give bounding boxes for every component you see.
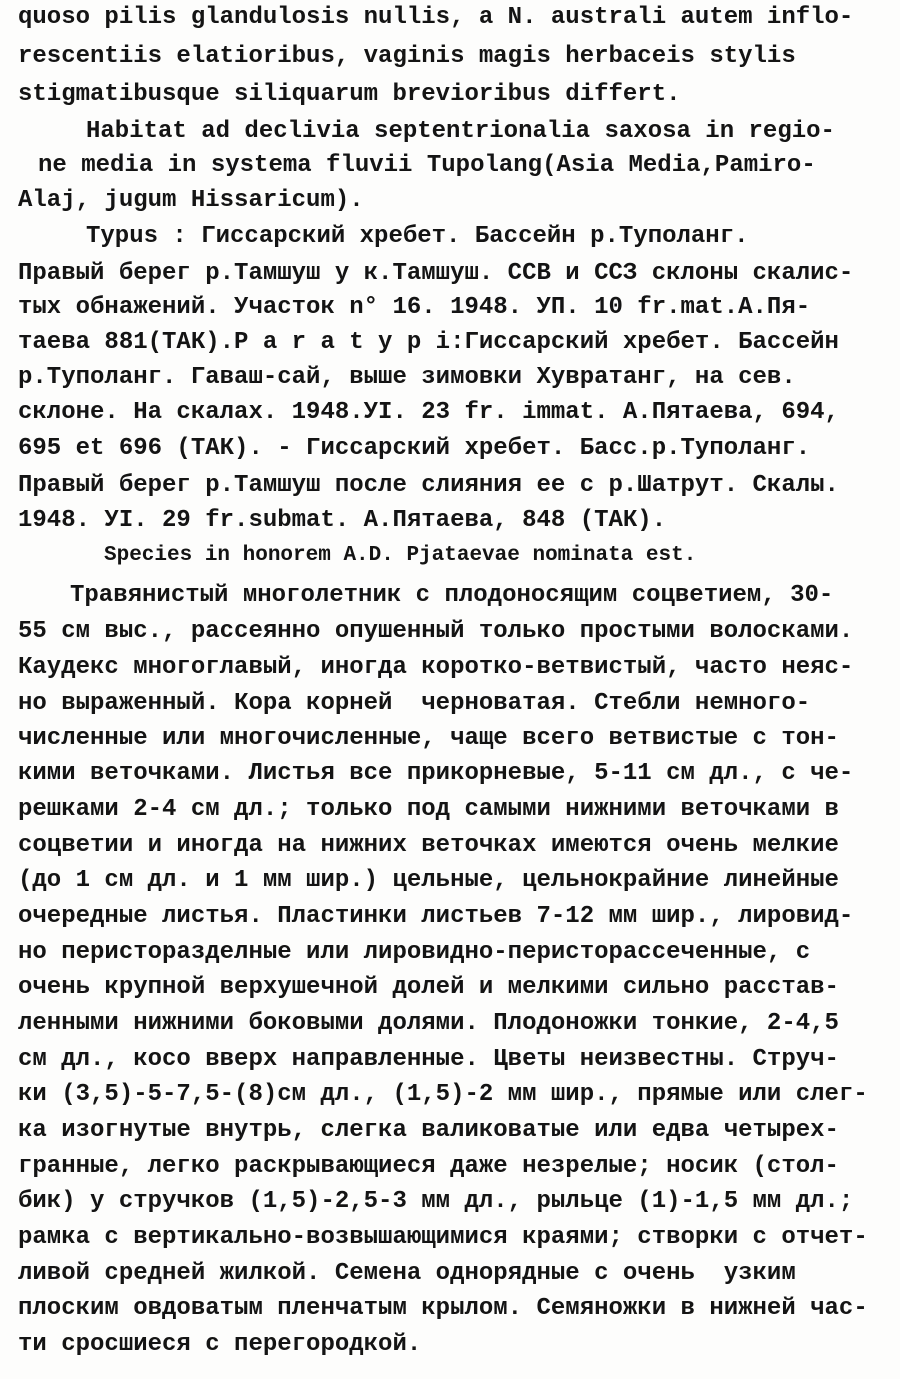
text-line: ne media in systema fluvii Tupolang(Asia Media,Pamiro- xyxy=(38,152,816,179)
text-line: ленными нижними боковыми долями. Плодоножки тонкие, 2-4,5 xyxy=(18,1010,839,1037)
text-line: Alaj, jugum Hissaricum). xyxy=(18,187,364,214)
text-line: склоне. На скалах. 1948.УI. 23 fr. immat. А.Пятаева, 694, xyxy=(18,399,839,426)
text-line: Правый берег р.Тамшуш у к.Тамшуш. ССВ и ССЗ склоны скалис- xyxy=(18,260,854,287)
text-line: 695 et 696 (ТАК). - Гиссарский хребет. Басс.р.Туполанг. xyxy=(18,435,811,462)
text-line: Typus : Гиссарский хребет. Бассейн р.Туполанг. xyxy=(86,223,749,250)
text-line: quoso pilis glandulosis nullis, a N. australi autem inflo- xyxy=(18,4,854,31)
text-line: Species in honorem A.D. Pjataevae nominata est. xyxy=(104,544,697,567)
text-line: но перисторазделные или лировидно-перисторассеченные, с xyxy=(18,939,811,966)
text-line: кими веточками. Листья все прикорневые, 5-11 см дл., с че- xyxy=(18,760,854,787)
text-line: соцветии и иногда на нижних веточках имеются очень мелкие xyxy=(18,832,839,859)
text-line: rescentiis elatioribus, vaginis magis herbaceis stylis xyxy=(18,43,796,70)
text-line: тых обнажений. Участок n° 16. 1948. УП. 10 fr.mat.А.Пя- xyxy=(18,294,811,321)
text-line: Каудекс многоглавый, иногда коротко-ветвистый, часто неяс- xyxy=(18,654,854,681)
text-line: (до 1 см дл. и 1 мм шир.) цельные, цельнокрайние линейные xyxy=(18,867,839,894)
text-line: 1948. УI. 29 fr.submat. А.Пятаева, 848 (ТАК). xyxy=(18,507,667,534)
text-line: см дл., косо вверх направленные. Цветы неизвестны. Струч- xyxy=(18,1046,839,1073)
text-line: численные или многочисленные, чаще всего ветвистые с тон- xyxy=(18,725,839,752)
text-line: ки (3,5)-5-7,5-(8)см дл., (1,5)-2 мм шир., прямые или слег- xyxy=(18,1081,868,1108)
text-line: ти сросшиеся с перегородкой. xyxy=(18,1331,422,1358)
text-line: очень крупной верхушечной долей и мелкими сильно расстав- xyxy=(18,974,839,1001)
text-line: но выраженный. Кора корней черноватая. Стебли немного- xyxy=(18,690,811,717)
text-line: гранные, легко раскрывающиеся даже незрелые; носик (стол- xyxy=(18,1153,839,1180)
text-line: stigmatibusque siliquarum brevioribus differt. xyxy=(18,81,681,108)
text-line: Правый берег р.Тамшуш после слияния ее с р.Шатрут. Скалы. xyxy=(18,472,839,499)
text-line: бик) у стручков (1,5)-2,5-3 мм дл., рыльце (1)-1,5 мм дл.; xyxy=(18,1188,854,1215)
text-line: Habitat ad declivia septentrionalia saxosa in regio- xyxy=(86,118,835,145)
text-line: р.Туполанг. Гаваш-сай, выше зимовки Хувратанг, на сев. xyxy=(18,364,796,391)
text-line: таева 881(ТАК).P a r a t y p i:Гиссарский хребет. Бассейн xyxy=(18,329,839,356)
text-line: ливой средней жилкой. Семена однорядные с очень узким xyxy=(18,1260,796,1287)
text-line: 55 см выс., рассеянно опушенный только простыми волосками. xyxy=(18,618,854,645)
text-line: очередные листья. Пластинки листьев 7-12 мм шир., лировид- xyxy=(18,903,854,930)
text-line: плоским овдоватым пленчатым крылом. Семяножки в нижней час- xyxy=(18,1295,868,1322)
text-line: Травянистый многолетник с плодоносящим соцветием, 30- xyxy=(70,582,834,609)
text-line: рамка с вертикально-возвышающимися краями; створки с отчет- xyxy=(18,1224,868,1251)
text-line: ка изогнутые внутрь, слегка валиковатые или едва четырех- xyxy=(18,1117,839,1144)
text-line: решками 2-4 см дл.; только под самыми нижними веточками в xyxy=(18,796,839,823)
